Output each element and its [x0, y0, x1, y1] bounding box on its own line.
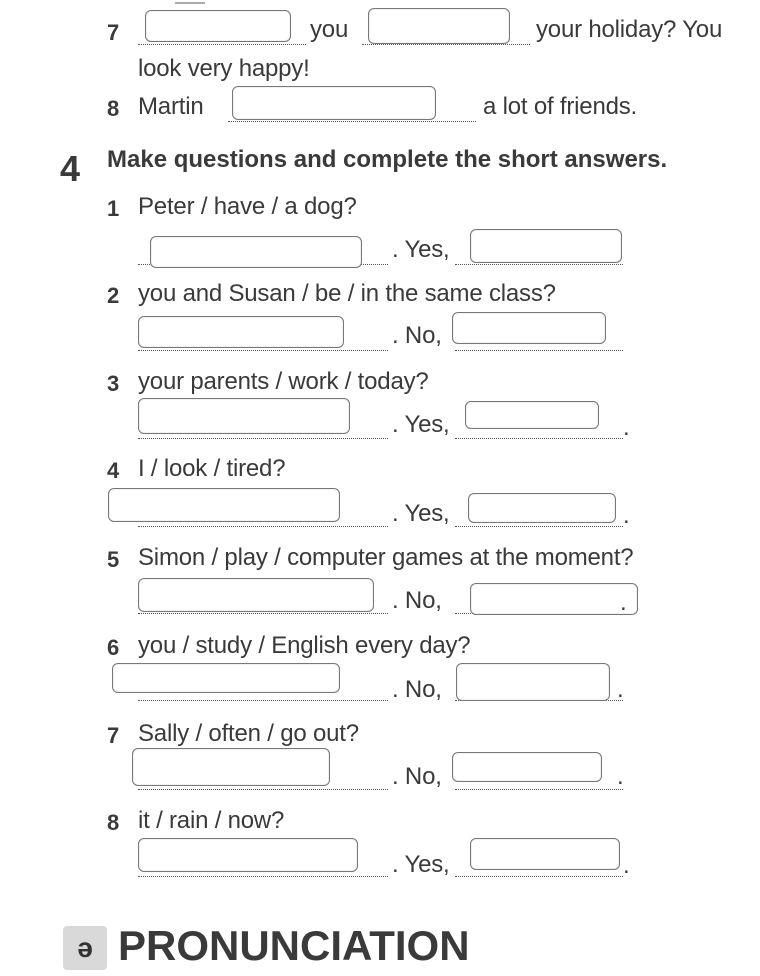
question-number: 6: [107, 635, 120, 660]
question-answer-line: [138, 613, 388, 614]
short-answer-line: [455, 350, 623, 351]
cropped-remnant: [175, 0, 205, 4]
short-answer-box[interactable]: [470, 583, 638, 615]
sentence-end: .: [617, 763, 624, 790]
question-prompt: Sally / often / go out?: [138, 720, 359, 747]
question-number: 5: [107, 547, 120, 572]
sentence-end: .: [620, 589, 627, 616]
short-answer-line: [455, 264, 623, 265]
question-number: 8: [107, 810, 120, 835]
question-answer-box[interactable]: [138, 316, 344, 348]
question-answer-line: [138, 876, 388, 877]
short-answer-text: . Yes,: [392, 411, 450, 438]
question-prompt: your parents / work / today?: [138, 368, 429, 395]
question-answer-box[interactable]: [108, 488, 340, 522]
schwa-icon: ə: [77, 932, 93, 963]
short-answer-box[interactable]: [456, 663, 610, 701]
short-answer-text: . No,: [392, 322, 442, 349]
short-answer-line: [455, 876, 623, 877]
item-text-continued: look very happy!: [138, 55, 310, 82]
question-answer-line: [138, 438, 388, 439]
exercise-instruction: Make questions and complete the short answers.: [107, 146, 668, 173]
sentence-end: .: [623, 414, 630, 441]
short-answer-text: . No,: [392, 676, 442, 703]
answer-line: [362, 44, 530, 45]
answer-box[interactable]: [145, 10, 291, 42]
short-answer-box[interactable]: [452, 752, 602, 782]
short-answer-box[interactable]: [470, 229, 622, 263]
question-number: 3: [107, 371, 120, 396]
question-number: 7: [107, 723, 120, 748]
item-text: you: [310, 16, 349, 43]
short-answer-text: . No,: [392, 763, 442, 790]
question-answer-line: [138, 700, 388, 701]
question-prompt: Simon / play / computer games at the moment?: [138, 544, 634, 571]
section-title: PRONUNCIATION: [118, 922, 470, 969]
item-number: 7: [107, 20, 120, 45]
item-text: a lot of friends.: [483, 93, 638, 120]
short-answer-text: . Yes,: [392, 236, 450, 263]
exercise-number: 4: [60, 148, 81, 189]
question-answer-box[interactable]: [132, 748, 330, 786]
short-answer-box[interactable]: [470, 838, 620, 870]
question-answer-line: [138, 350, 388, 351]
short-answer-line: [455, 438, 623, 439]
question-prompt: you / study / English every day?: [138, 632, 471, 659]
short-answer-line: [455, 789, 623, 790]
answer-box[interactable]: [232, 86, 436, 120]
short-answer-text: . No,: [392, 587, 442, 614]
item-number: 8: [107, 96, 120, 121]
question-answer-box[interactable]: [150, 236, 362, 268]
item-text: Martin: [138, 93, 204, 120]
short-answer-line: [455, 526, 623, 527]
answer-line: [228, 121, 476, 122]
short-answer-text: . Yes,: [392, 851, 450, 878]
item-text: your holiday? You: [536, 16, 723, 43]
short-answer-box[interactable]: [468, 493, 616, 523]
sentence-end: .: [617, 676, 624, 703]
question-answer-box[interactable]: [112, 663, 340, 693]
question-answer-line: [138, 789, 388, 790]
answer-line: [138, 44, 306, 45]
short-answer-box[interactable]: [452, 312, 606, 344]
question-answer-box[interactable]: [138, 838, 358, 872]
sentence-end: .: [623, 502, 630, 529]
question-answer-box[interactable]: [138, 398, 350, 434]
question-number: 4: [107, 458, 120, 483]
question-prompt: it / rain / now?: [138, 807, 285, 834]
question-answer-box[interactable]: [138, 578, 374, 612]
short-answer-box[interactable]: [465, 401, 599, 429]
question-answer-line: [138, 526, 388, 527]
question-prompt: I / look / tired?: [138, 455, 286, 482]
pronunciation-icon: [63, 926, 107, 970]
short-answer-text: . Yes,: [392, 500, 450, 527]
answer-box[interactable]: [368, 8, 510, 44]
sentence-end: .: [623, 852, 630, 879]
question-prompt: Peter / have / a dog?: [138, 193, 357, 220]
question-prompt: you and Susan / be / in the same class?: [138, 280, 556, 307]
question-number: 1: [107, 196, 120, 221]
question-number: 2: [107, 283, 120, 308]
